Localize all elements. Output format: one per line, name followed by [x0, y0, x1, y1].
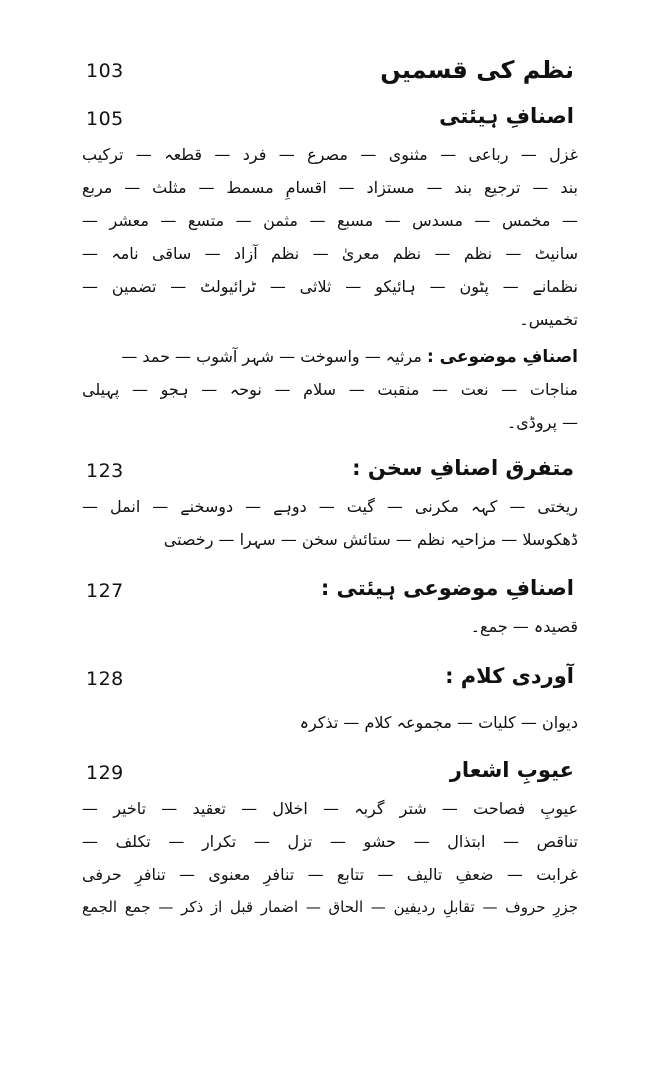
section-heading: آوردی کلام :	[445, 664, 574, 688]
section-page-number: 128	[86, 668, 124, 690]
text-line-with-label	[80, 340, 580, 373]
section-awardi-kalam	[80, 664, 580, 739]
text-line: دیوان — کلیات — مجموعہ کلام — تذکرہ	[299, 713, 578, 732]
text-line: نظمانے — پٹون — ہائیکو — ثلاثی — ٹرائیولٹ — تضمین —	[82, 277, 578, 296]
section-heading: اصنافِ ہیئتی	[439, 104, 574, 128]
section-page-number: 127	[86, 580, 124, 602]
text-line: بند — ترجیع بند — مستزاد — اقسامِ مسمط — مثلث — مربع	[82, 178, 578, 197]
section-heading: متفرق اصنافِ سخن :	[352, 456, 574, 480]
section-asnaf-mauzooi	[80, 340, 580, 439]
text-line: — پروڈی۔	[506, 413, 578, 432]
page-title: نظم کی قسمیں	[380, 56, 574, 84]
section-uyoob	[80, 758, 580, 924]
text-line: عیوبِ فصاحت — شتر گربہ — اخلال — تعقید — تاخیر —	[82, 799, 578, 818]
text-line: تناقص — ابتذال — حشو — تزل — تکرار — تکلف —	[82, 832, 578, 851]
text-line: غزل — رباعی — مثنوی — مصرع — فرد — قطعہ — ترکیب	[82, 145, 578, 164]
text-line: ریختی — کہہ مکرنی — گیت — دوہے — دوسخنے — انمل —	[82, 497, 578, 516]
inline-section-label: اصنافِ موضوعی :	[426, 347, 578, 367]
section-asnaf-hiyati	[80, 104, 580, 336]
text-line: قصیدہ — جمع۔	[470, 617, 578, 636]
text-line: جزرِ حروف — تقابلِ ردیفین — الحاق — اضمار قبل از ذکر — جمع الجمع	[82, 898, 578, 916]
section-mutafarriq	[80, 456, 580, 556]
text-line: مناجات — نعت — منقبت — سلام — نوحہ — ہجو — پہیلی	[82, 380, 578, 399]
text-line: تخمیس۔	[519, 310, 578, 329]
section-page-number: 105	[86, 108, 124, 130]
section-page-number: 123	[86, 460, 124, 482]
page-title-row	[80, 56, 580, 90]
section-page-number: 129	[86, 762, 124, 784]
text-line: سانیٹ — نظم — نظم معریٰ — نظم آزاد — ساقی نامہ —	[82, 244, 578, 263]
inline-section-text: مرثیہ — واسوخت — شہر آشوب — حمد —	[121, 347, 422, 366]
text-line: غرابت — ضعفِ تالیف — تتابع — تنافرِ معنوی — تنافرِ حرفی	[82, 865, 578, 884]
section-heading: اصنافِ موضوعی ہیئتی :	[320, 576, 574, 600]
text-line: ڈھکوسلا — مزاحیہ نظم — ستائش سخن — سہرا — رخصتی	[163, 530, 578, 549]
section-heading: عیوبِ اشعار	[449, 758, 574, 782]
text-line: — مخمس — مسدس — مسبع — مثمن — متسع — معشر —	[82, 211, 578, 230]
page-number: 103	[86, 60, 124, 82]
section-mauzooi-hiyati	[80, 576, 580, 643]
